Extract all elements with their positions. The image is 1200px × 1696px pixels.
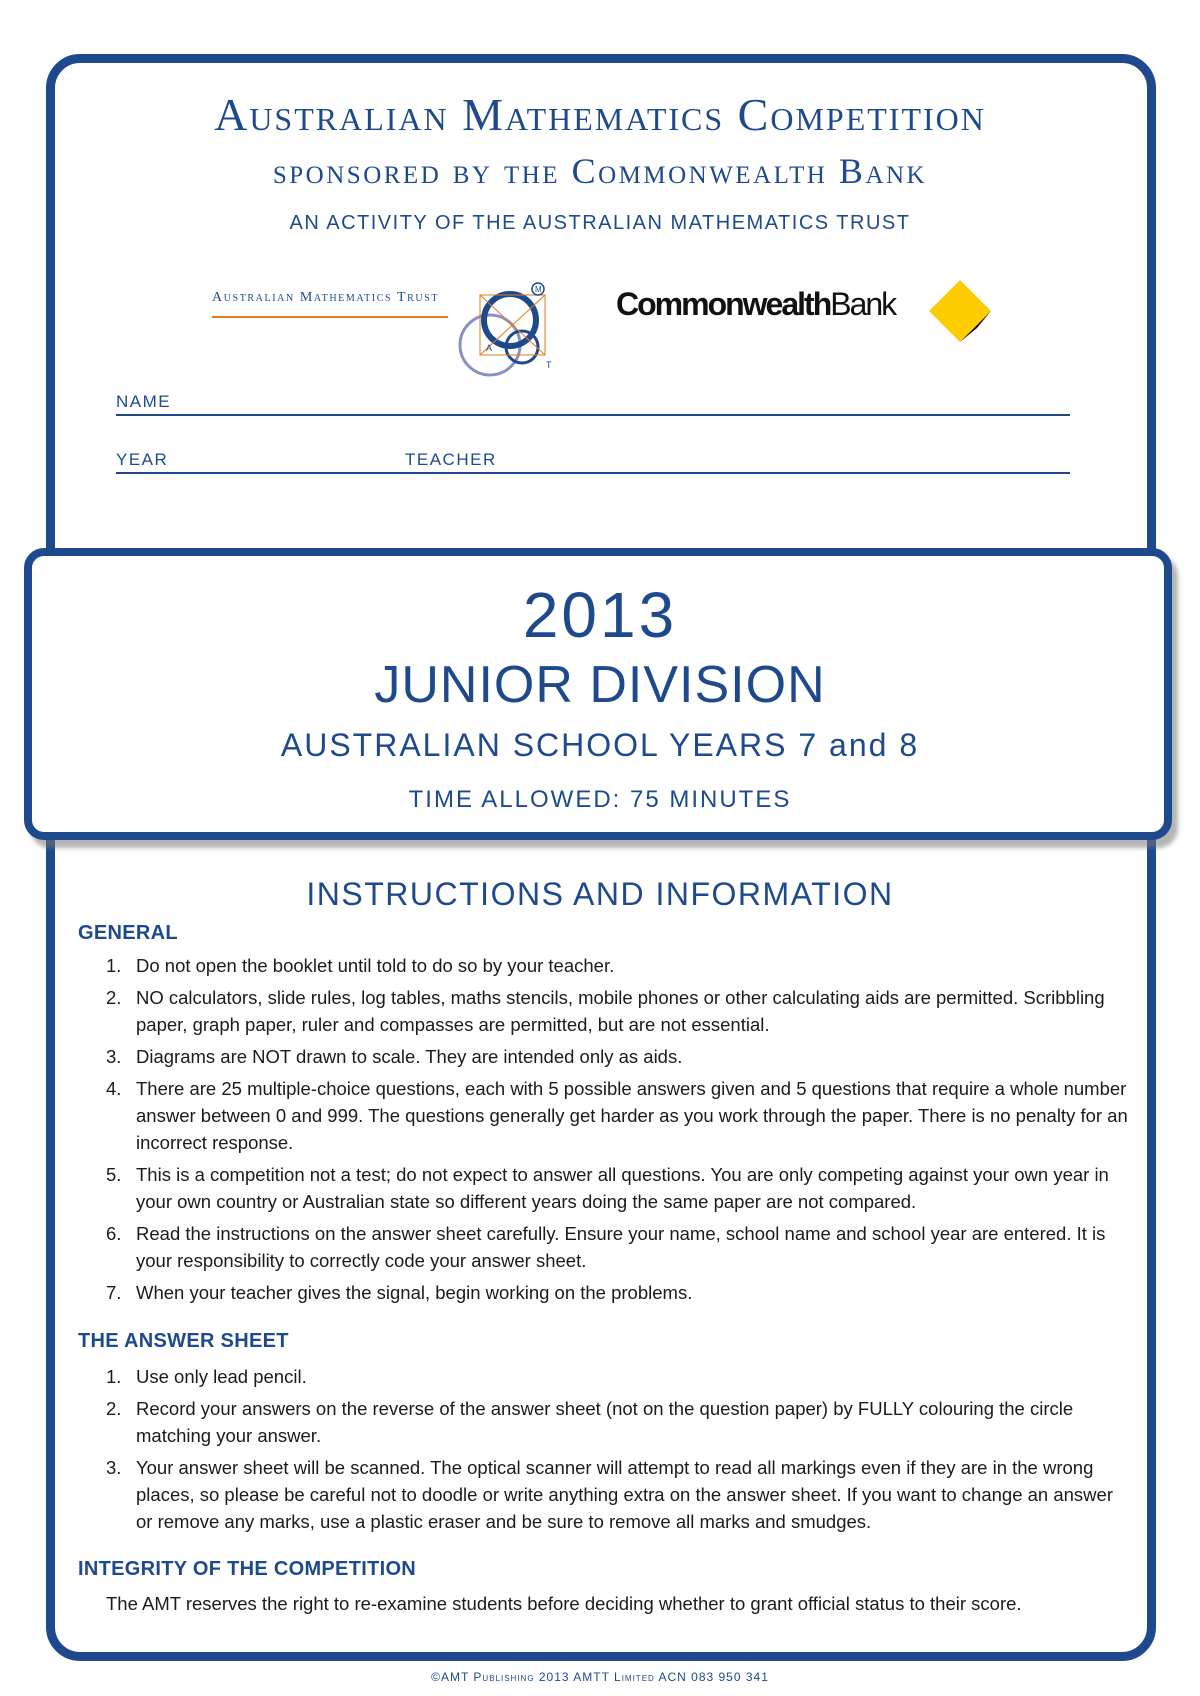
list-item: 5. This is a competition not a test; do not expect to answer all questions. You are only competing against your own year in your own country or Australian state so different years doing the same paper are not compared.: [106, 1164, 1109, 1212]
list-item: 3. Diagrams are NOT drawn to scale. They are intended only as aids.: [106, 1046, 683, 1067]
year-teacher-field[interactable]: [116, 472, 1070, 474]
amt-logo-text: Australian Mathematics Trust: [212, 290, 440, 305]
amt-logo-underline: [212, 316, 448, 318]
competition-title: Australian Mathematics Competition: [214, 89, 986, 140]
division-title: JUNIOR DIVISION: [374, 656, 826, 714]
svg-text:M: M: [535, 285, 542, 294]
name-field[interactable]: [116, 414, 1070, 416]
svg-text:A: A: [486, 343, 493, 353]
list-item: 4. There are 25 multiple-choice questions, each with 5 possible answers given and 5 questions that require a whole number answer between 0 and 999. The questions generally get harder as you work through the paper. There is no penalty for an incorrect response.: [106, 1078, 1128, 1153]
time-allowed: TIME ALLOWED: 75 MINUTES: [408, 786, 792, 813]
list-item: 7. When your teacher gives the signal, begin working on the problems.: [106, 1282, 693, 1303]
exam-year: 2013: [522, 579, 678, 651]
list-item: 2. Record your answers on the reverse of the answer sheet (not on the question paper) by FULLY colouring the circle matching your answer.: [106, 1398, 1074, 1446]
name-label: NAME: [116, 392, 172, 411]
commonwealth-bank-diamond-icon: [925, 276, 995, 346]
general-heading: GENERAL: [78, 922, 178, 944]
activity-line: AN ACTIVITY OF THE AUSTRALIAN MATHEMATICS TRUST: [289, 212, 911, 234]
svg-text:T: T: [546, 360, 552, 370]
integrity-text: The AMT reserves the right to re-examine students before deciding whether to grant official status to their score.: [106, 1593, 1022, 1614]
copyright-footer: ©AMT Publishing 2013 AMTT Limited ACN 083 950 341: [431, 1670, 769, 1684]
general-list: [100, 952, 1130, 1311]
instructions-title: INSTRUCTIONS AND INFORMATION: [306, 876, 894, 912]
commonwealth-bank-wordmark: CommonwealthBank: [616, 286, 896, 322]
answer-sheet-list: [100, 1363, 1130, 1540]
list-item: 2. NO calculators, slide rules, log tables, maths stencils, mobile phones or other calculating aids are permitted. Scribbling paper, graph paper, ruler and compasses are permitted, but are not essential.: [106, 987, 1105, 1035]
answer-sheet-heading: THE ANSWER SHEET: [78, 1330, 289, 1352]
sponsor-line: sponsored by the Commonwealth Bank: [272, 151, 928, 191]
amt-emblem-icon: [450, 275, 560, 385]
list-item: 1. Use only lead pencil.: [106, 1366, 307, 1387]
integrity-heading: INTEGRITY OF THE COMPETITION: [78, 1558, 417, 1580]
school-years: AUSTRALIAN SCHOOL YEARS 7 and 8: [280, 727, 920, 763]
teacher-label: TEACHER: [405, 450, 497, 469]
list-item: 6. Read the instructions on the answer sheet carefully. Ensure your name, school name and school year are entered. It is your responsibility to correctly code your answer sheet.: [106, 1223, 1106, 1271]
list-item: 3. Your answer sheet will be scanned. The optical scanner will attempt to read all markings even if they are in the wrong places, so please be careful not to doodle or write anything extra on the answer sheet. If you want to change an answer or remove any marks, use a plastic eraser and be sure to remove all marks and smudges.: [106, 1457, 1113, 1532]
list-item: 1. Do not open the booklet until told to do so by your teacher.: [106, 955, 615, 976]
year-label: YEAR: [116, 450, 169, 469]
